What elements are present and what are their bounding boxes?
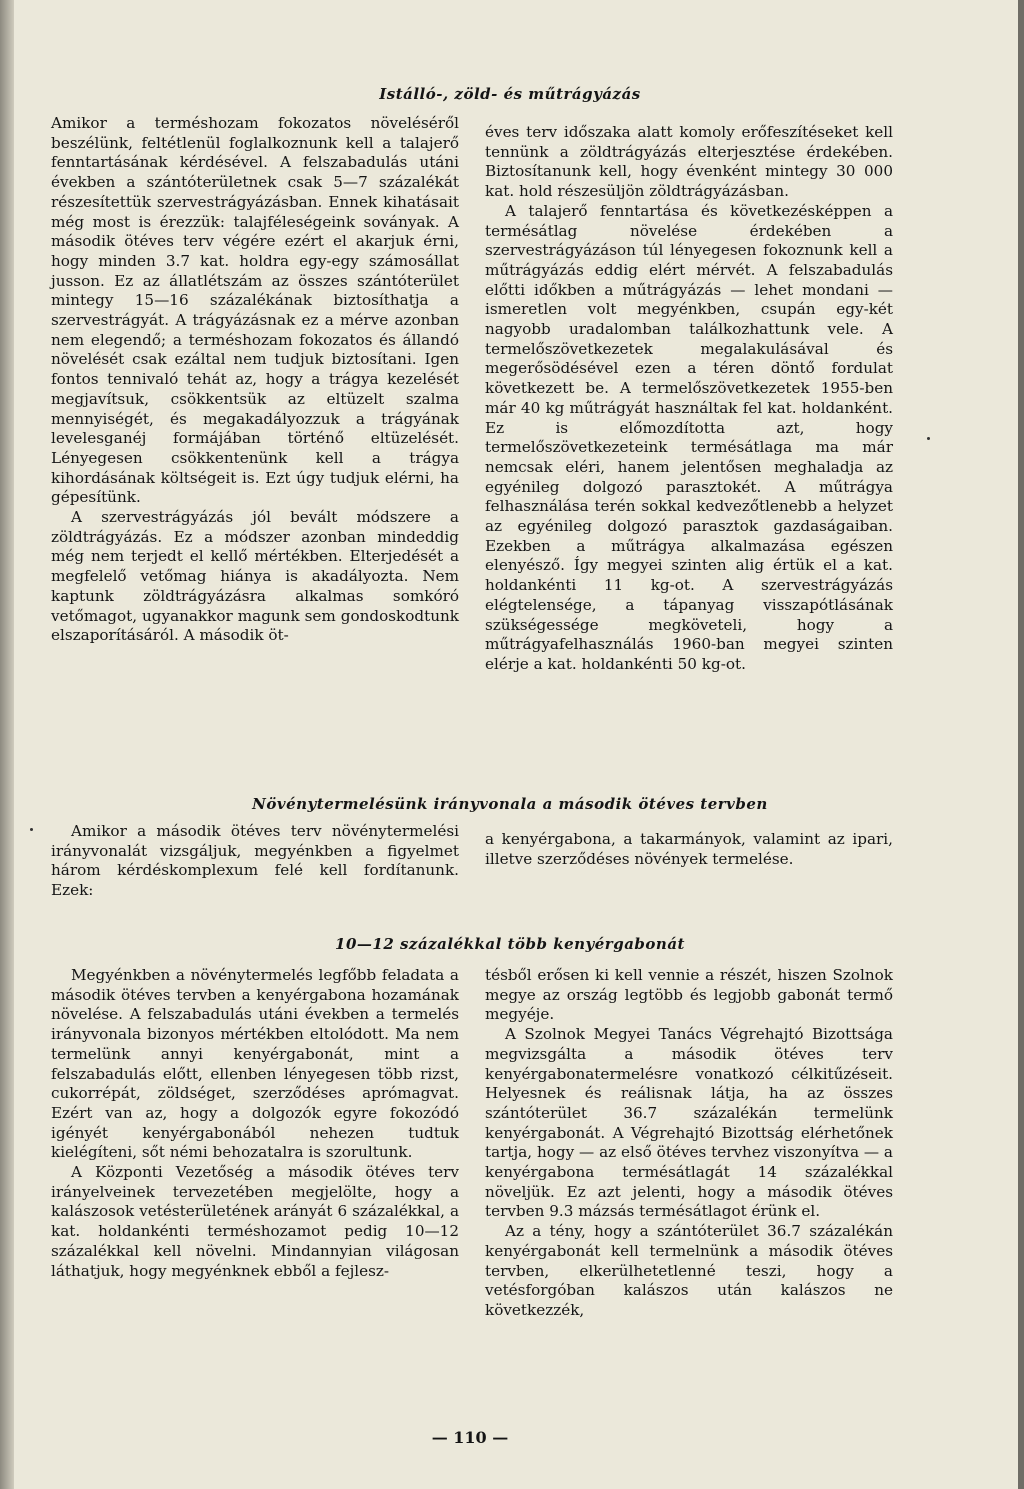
- section3-right-column: [485, 966, 893, 1321]
- paragraph: tésből erősen ki kell vennie a részét, hiszen Szolnok megye az ország legtöbb és legjobb gabonát termő megyéje.: [485, 966, 893, 1024]
- paragraph: Amikor a terméshozam fokozatos növeléséről beszélünk, feltétlenül foglalkoznunk kell a talajerő fenntartásának kérdésével. A felszabadulás utáni években a szántóterületnek csak 5—7 százalékát részesítettük szervestrágyázásban. Ennek kihatásait még most is érezzük: talajféleségeink soványak. A második ötéves terv végére ezért el akarjuk érni, hogy minden 3.7 kat. holdra egy-egy számosállat jusson. Ez az állatlétszám az összes szántóterület mintegy 15—16 százalékának biztosíthatja a szervestrágyát. A trágyázásnak ez a mérve azonban nem elegendő; a terméshozam fokozatos és állandó növelését csak ezáltal nem tudjuk biztosítani. Igen fontos tennivaló tehát az, hogy a trágya kezelését megjavítsuk, csökkentsük az eltüzelt szalma mennyiségét, és megakadályozzuk a trágyának levelesganéj formájában történő eltüzelését. Lényegesen csökkentenünk kell a trágya kihordásának költségeit is. Ezt úgy tudjuk elérni, ha gépesítünk.: [51, 114, 459, 507]
- page-number: — 110 —: [431, 1428, 509, 1447]
- print-speck: [927, 437, 930, 440]
- page-left-edge-shadow: [0, 0, 14, 1489]
- section2-right-column: [485, 830, 893, 869]
- section2-left-column: [51, 822, 459, 901]
- paragraph: A Szolnok Megyei Tanács Végrehajtó Bizottsága megvizsgálta a második ötéves terv kenyérgabonatermelésre vonatkozó célkitűzéseit. Helyesnek és reálisnak látja, ha az összes szántóterület 36.7 százalékán termelünk kenyérgabonát. A Végrehajtó Bizottság elérhetőnek tartja, hogy — az első ötéves tervhez viszonyítva — a kenyérgabona termésátlagát 14 százalékkal növeljük. Ez azt jelenti, hogy a második ötéves tervben 9.3 mázsás termésátlagot érünk el.: [485, 1025, 893, 1221]
- section-heading-manure: Istálló-, zöld- és műtrágyázás: [379, 85, 641, 103]
- paragraph: éves terv időszaka alatt komoly erőfeszítéseket kell tennünk a zöldtrágyázás elterjesztése érdekében. Biztosítanunk kell, hogy évenként mintegy 30 000 kat. hold részesüljön zöldtrágyázásban.: [485, 123, 893, 201]
- section1-right-column: [485, 123, 893, 675]
- paragraph: Megyénkben a növénytermelés legfőbb feladata a második ötéves tervben a kenyérgabona hozamának növelése. A felszabadulás utáni években a termelés irányvonala bizonyos mértékben eltolódott. Ma nem termelünk annyi kenyérgabonát, mint a felszabadulás előtt, ellenben lényegesen több rizst, cukorrépát, zöldséget, szerződéses aprómagvat. Ezért van az, hogy a dolgozók egyre fokozódó igényét kenyérgabonából nehezen tudtuk kielégíteni, sőt némi behozatalra is szorultunk.: [51, 966, 459, 1162]
- section-heading-plant-production: Növénytermelésünk irányvonala a második ötéves tervben: [252, 795, 768, 813]
- paragraph: a kenyérgabona, a takarmányok, valamint az ipari, illetve szerződéses növények termelése.: [485, 830, 893, 868]
- section-heading-bread-grain: 10—12 százalékkal több kenyérgabonát: [335, 935, 685, 953]
- paragraph: Amikor a második ötéves terv növénytermelési irányvonalát vizsgáljuk, megyénkben a figyelmet három kérdéskomplexum felé kell fordítanunk. Ezek:: [51, 822, 459, 900]
- section1-left-column: [51, 114, 459, 646]
- page-right-edge: [1018, 0, 1024, 1489]
- paragraph: A Központi Vezetőség a második ötéves terv irányelveinek tervezetében megjelölte, hogy a kalászosok vetésterületének arányát 6 százalékkal, a kat. holdankénti terméshozamot pedig 10—12 százalékkal kell növelni. Mindannyian világosan láthatjuk, hogy megyénknek ebből a fejlesz-: [51, 1163, 459, 1280]
- paragraph: Az a tény, hogy a szántóterület 36.7 százalékán kenyérgabonát kell termelnünk a második ötéves tervben, elkerülhetetlenné teszi, hogy a vetésforgóban kalászos után kalászos ne következzék,: [485, 1222, 893, 1319]
- paragraph: A talajerő fenntartása és következésképpen a termésátlag növelése érdekében a szervestrágyázáson túl lényegesen fokoznunk kell a műtrágyázás eddig elért mérvét. A felszabadulás előtti időkben a műtrágyázás — lehet mondani — ismeretlen volt megyénkben, csupán egy-két nagyobb uradalomban találkozhattunk vele. A termelőszövetkezetek megalakulásával és megerősödésével ezen a téren döntő fordulat következett be. A termelőszövetkezetek 1955-ben már 40 kg műtrágyát használtak fel kat. holdanként. Ez is előmozdította azt, hogy termelőszövetkezeteink termésátlaga ma már nemcsak eléri, hanem jelentősen meghaladja az egyénileg dolgozó parasztokét. A műtrágya felhasználása terén sokkal kedvezőtlenebb a helyzet az egyénileg dolgozó parasztok gazdaságaiban. Ezekben a műtrágya alkalmazása egészen elenyésző. Így megyei szinten alig értük el a kat. holdankénti 11 kg-ot. A szervestrágyázás elégtelensége, a tápanyag visszapótlásának szükségessége megköveteli, hogy a műtrágyafelhasználás 1960-ban megyei szinten elérje a kat. holdankénti 50 kg-ot.: [485, 201, 893, 673]
- print-speck: [30, 828, 33, 831]
- paragraph: A szervestrágyázás jól bevált módszere a zöldtrágyázás. Ez a módszer azonban mindeddig még nem terjedt el kellő mértékben. Elterjedését a megfelelő vetőmag hiánya is akadályozta. Nem kaptunk zöldtrágyázásra alkalmas somkóró vetőmagot, ugyanakkor magunk sem gondoskodtunk elszaporításáról. A második öt-: [51, 508, 459, 645]
- section3-left-column: [51, 966, 459, 1281]
